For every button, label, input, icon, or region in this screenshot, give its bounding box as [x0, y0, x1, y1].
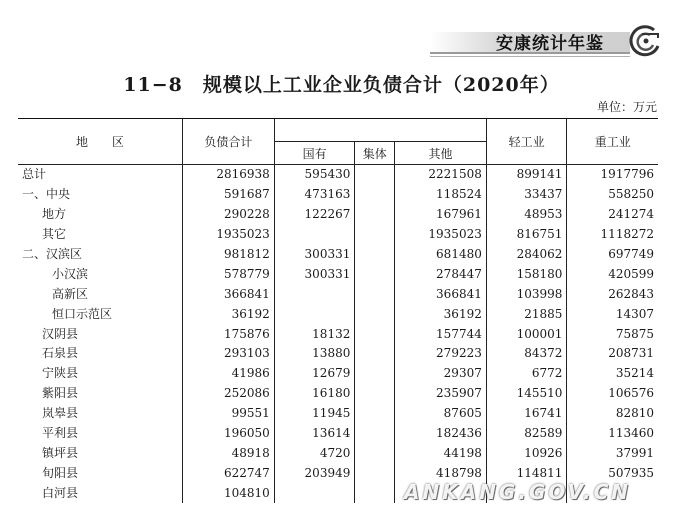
- region-cell: 紫阳县: [42, 386, 79, 401]
- value-cell: [355, 185, 395, 205]
- value-cell: 1935023: [183, 225, 275, 245]
- value-cell: 1118272: [567, 225, 658, 245]
- value-cell: 591687: [183, 185, 275, 205]
- value-cell: [274, 225, 355, 245]
- value-cell: 196050: [183, 424, 275, 444]
- value-cell: 1917796: [567, 165, 658, 185]
- value-cell: 16741: [486, 404, 567, 424]
- table-row: [18, 205, 658, 225]
- yearbook-logo-icon: [628, 24, 664, 58]
- value-cell: 293103: [183, 344, 275, 364]
- value-cell: 118524: [395, 185, 487, 205]
- region-cell: 岚皋县: [42, 406, 79, 421]
- value-cell: [355, 304, 395, 324]
- value-cell: 595430: [274, 165, 355, 185]
- value-cell: 278447: [395, 264, 487, 284]
- region-cell: 恒口示范区: [52, 306, 113, 321]
- value-cell: [355, 424, 395, 444]
- value-cell: 262843: [567, 284, 658, 304]
- unit-label: 单位：万元: [596, 100, 657, 114]
- value-cell: 16180: [274, 384, 355, 404]
- site-watermark: ANKANG.GOV.CN: [404, 480, 632, 504]
- table-row: [18, 324, 658, 344]
- region-cell: 白河县: [42, 485, 79, 500]
- col-header-heavy: 重工业: [567, 119, 658, 165]
- value-cell: 290228: [183, 205, 275, 225]
- region-cell: 宁陕县: [42, 366, 79, 381]
- value-cell: 41986: [183, 364, 275, 384]
- value-cell: [355, 404, 395, 424]
- region-cell: 总计: [22, 167, 47, 182]
- value-cell: 103998: [486, 284, 567, 304]
- value-cell: 48953: [486, 205, 567, 225]
- region-cell: 其它: [42, 227, 67, 242]
- region-cell: 地方: [42, 207, 67, 222]
- value-cell: 622747: [183, 463, 275, 483]
- table-row: [18, 225, 658, 245]
- value-cell: 208731: [567, 344, 658, 364]
- region-cell: 二、汉滨区: [22, 247, 83, 261]
- table-row: [18, 364, 658, 384]
- table-title: 11−8 规模以上工业企业负债合计（2020年）: [123, 74, 560, 96]
- region-cell: 旬阳县: [42, 465, 79, 480]
- value-cell: 18132: [274, 324, 355, 344]
- value-cell: 106576: [567, 384, 658, 404]
- value-cell: [355, 324, 395, 344]
- table-row: [18, 424, 658, 444]
- table-row: [18, 284, 658, 304]
- value-cell: 36192: [183, 304, 275, 324]
- region-cell: 汉阴县: [42, 326, 79, 341]
- table-row: [18, 384, 658, 404]
- value-cell: [355, 225, 395, 245]
- value-cell: 578779: [183, 264, 275, 284]
- value-cell: 203949: [274, 463, 355, 483]
- value-cell: [274, 483, 355, 503]
- value-cell: 75875: [567, 324, 658, 344]
- table-row: [18, 404, 658, 424]
- yearbook-name: 安康统计年鉴: [496, 34, 604, 54]
- value-cell: [355, 245, 395, 265]
- value-cell: 114811: [486, 463, 567, 483]
- region-cell: 小汉滨: [52, 266, 89, 281]
- value-cell: 35214: [567, 364, 658, 384]
- value-cell: 21885: [486, 304, 567, 324]
- liability-table: [18, 118, 658, 503]
- value-cell: 10926: [486, 443, 567, 463]
- value-cell: 157744: [395, 324, 487, 344]
- table-row: [18, 443, 658, 463]
- value-cell: 6772: [486, 364, 567, 384]
- value-cell: 13880: [274, 344, 355, 364]
- table-row: [18, 245, 658, 265]
- value-cell: 558250: [567, 185, 658, 205]
- value-cell: 12679: [274, 364, 355, 384]
- col-header-group: [274, 119, 486, 142]
- value-cell: 1935023: [395, 225, 487, 245]
- table-row: [18, 264, 658, 284]
- value-cell: 82589: [486, 424, 567, 444]
- region-cell: 平利县: [42, 426, 79, 441]
- value-cell: 2221508: [395, 165, 487, 185]
- col-header-total: 负债合计: [183, 119, 275, 165]
- col-header-other: 其他: [395, 142, 487, 165]
- value-cell: 29307: [395, 364, 487, 384]
- region-cell: 一、中央: [22, 187, 71, 202]
- region-cell: 高新区: [52, 286, 89, 301]
- value-cell: 11945: [274, 404, 355, 424]
- value-cell: [355, 443, 395, 463]
- value-cell: 44198: [395, 443, 487, 463]
- col-header-collective: 集体: [355, 142, 395, 165]
- value-cell: 507935: [567, 463, 658, 483]
- value-cell: 182436: [395, 424, 487, 444]
- col-header-light: 轻工业: [486, 119, 567, 165]
- value-cell: 13614: [274, 424, 355, 444]
- value-cell: [355, 384, 395, 404]
- value-cell: 2816938: [183, 165, 275, 185]
- value-cell: 418798: [395, 463, 487, 483]
- value-cell: [355, 483, 395, 503]
- value-cell: 4720: [274, 443, 355, 463]
- value-cell: [355, 264, 395, 284]
- value-cell: 99551: [183, 404, 275, 424]
- value-cell: 300331: [274, 245, 355, 265]
- value-cell: 104810: [183, 483, 275, 503]
- value-cell: 37991: [567, 443, 658, 463]
- table-row: [18, 344, 658, 364]
- value-cell: 420599: [567, 264, 658, 284]
- value-cell: [355, 205, 395, 225]
- value-cell: 899141: [486, 165, 567, 185]
- value-cell: 981812: [183, 245, 275, 265]
- value-cell: 697749: [567, 245, 658, 265]
- value-cell: [355, 344, 395, 364]
- table-row: [18, 304, 658, 324]
- value-cell: 82810: [567, 404, 658, 424]
- value-cell: [355, 165, 395, 185]
- value-cell: 175876: [183, 324, 275, 344]
- region-cell: 石泉县: [42, 346, 79, 361]
- value-cell: 279223: [395, 344, 487, 364]
- value-cell: 284062: [486, 245, 567, 265]
- col-header-region: 地 区: [18, 119, 183, 165]
- value-cell: 33437: [486, 185, 567, 205]
- value-cell: [274, 284, 355, 304]
- value-cell: 681480: [395, 245, 487, 265]
- value-cell: 816751: [486, 225, 567, 245]
- table-row: [18, 185, 658, 205]
- value-cell: 235907: [395, 384, 487, 404]
- col-header-state: 国有: [274, 142, 355, 165]
- region-cell: 镇坪县: [42, 445, 79, 460]
- value-cell: [355, 463, 395, 483]
- value-cell: 14307: [567, 304, 658, 324]
- value-cell: 87605: [395, 404, 487, 424]
- value-cell: [274, 304, 355, 324]
- value-cell: 113460: [567, 424, 658, 444]
- value-cell: 167961: [395, 205, 487, 225]
- value-cell: 158180: [486, 264, 567, 284]
- value-cell: 145510: [486, 384, 567, 404]
- value-cell: [355, 284, 395, 304]
- value-cell: 366841: [395, 284, 487, 304]
- value-cell: 84372: [486, 344, 567, 364]
- value-cell: 300331: [274, 264, 355, 284]
- table-row: [18, 165, 658, 185]
- value-cell: 122267: [274, 205, 355, 225]
- value-cell: 48918: [183, 443, 275, 463]
- value-cell: [355, 364, 395, 384]
- value-cell: 241274: [567, 205, 658, 225]
- value-cell: 366841: [183, 284, 275, 304]
- yearbook-banner: [430, 24, 683, 58]
- value-cell: 473163: [274, 185, 355, 205]
- value-cell: 36192: [395, 304, 487, 324]
- value-cell: 100001: [486, 324, 567, 344]
- table-body: [18, 165, 658, 504]
- value-cell: 252086: [183, 384, 275, 404]
